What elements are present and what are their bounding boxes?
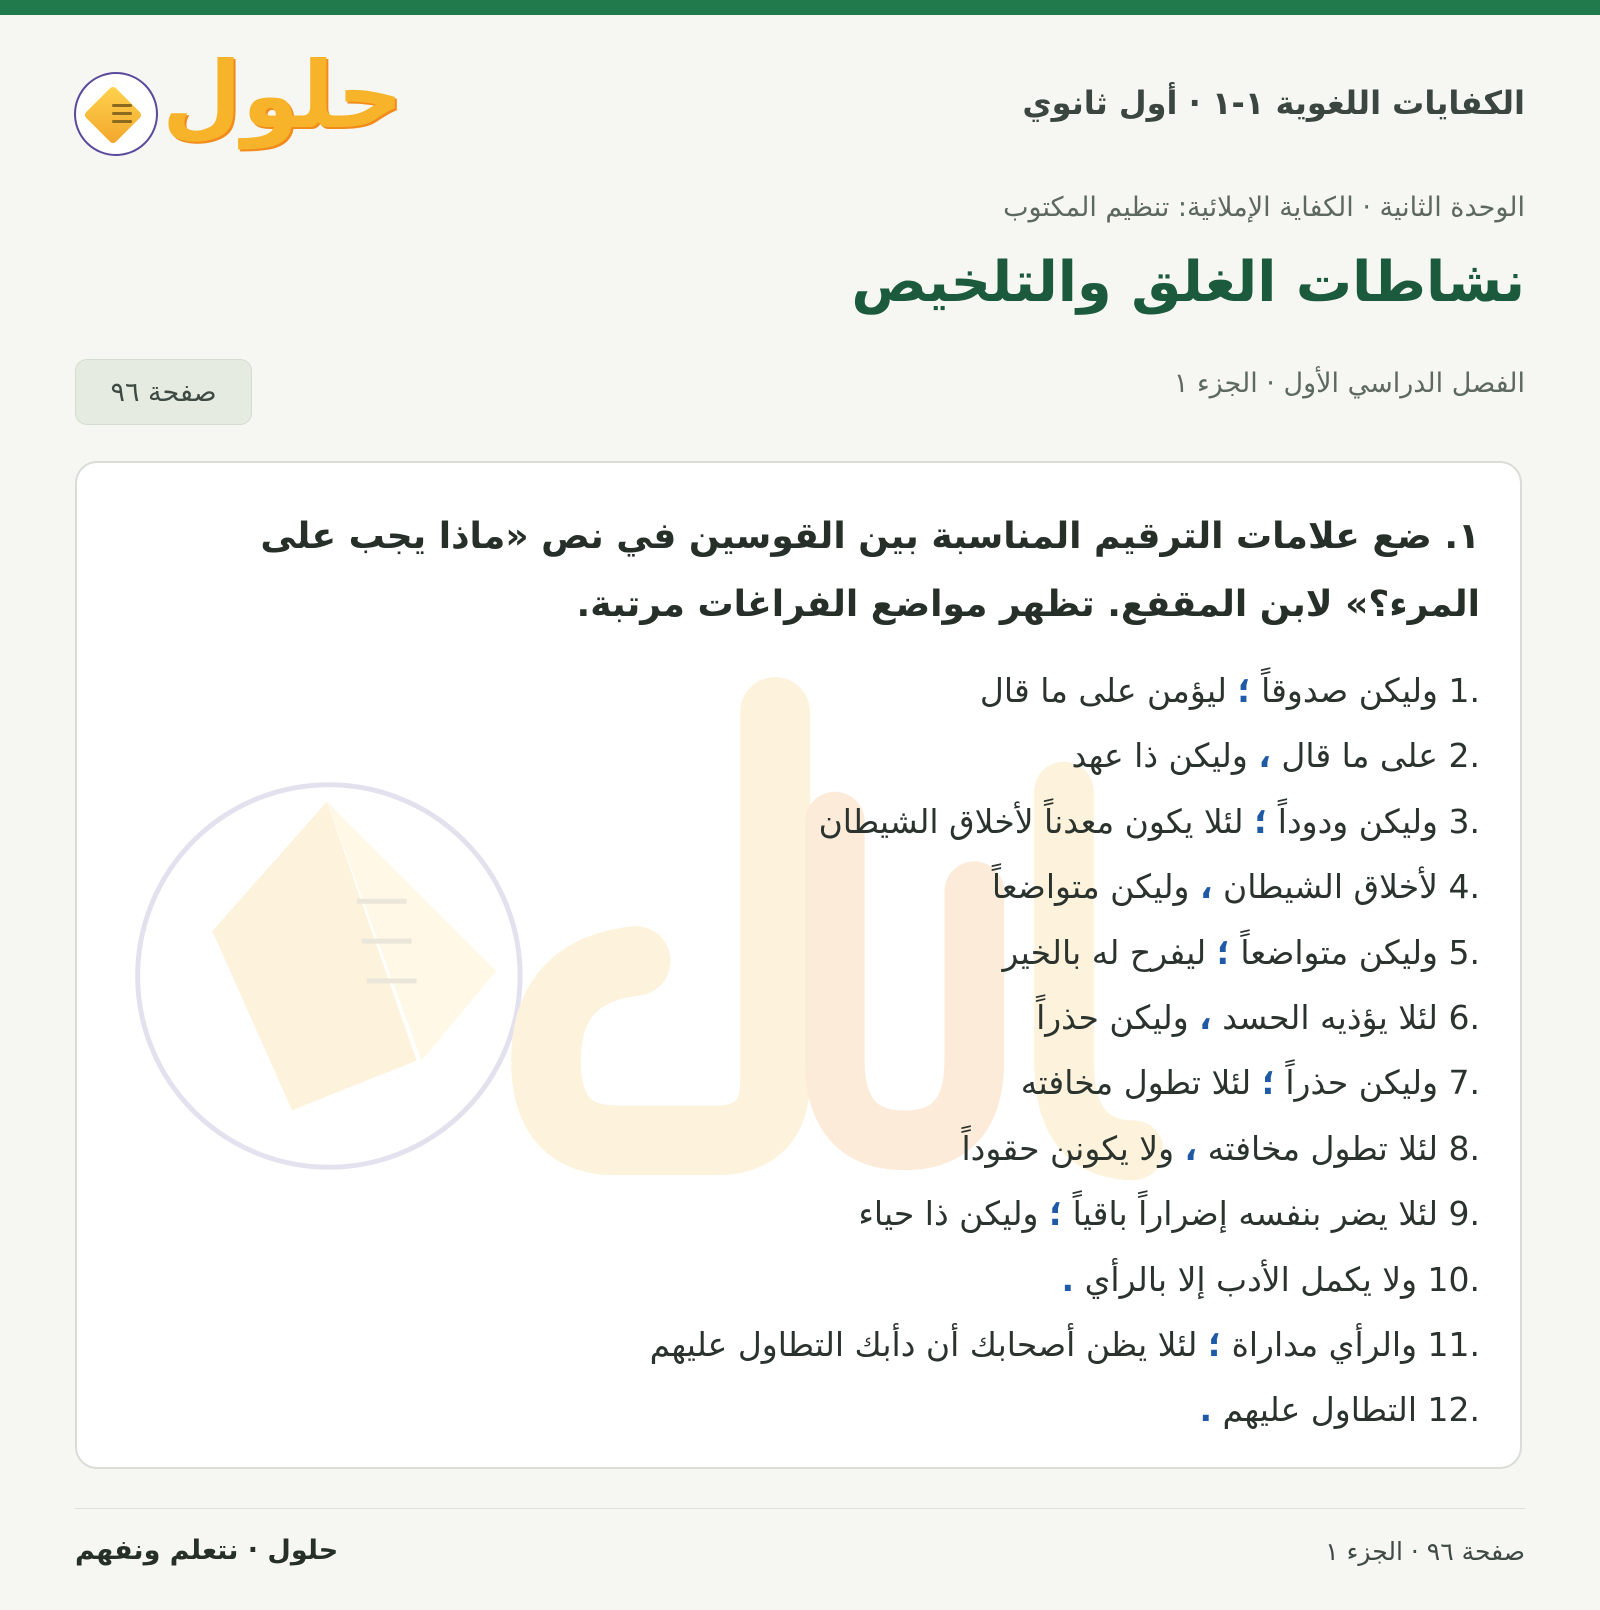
- answer-item: 8. لئلا تطول مخافته ، ولا يكونن حقوداً: [961, 1128, 1480, 1168]
- unit-breadcrumb: الوحدة الثانية · الكفاية الإملائية: تنظيم المكتوب: [1003, 192, 1525, 223]
- punctuation-mark: ؛: [1254, 801, 1268, 841]
- answer-item: 1. وليكن صدوقاً ؛ ليؤمن على ما قال: [979, 671, 1480, 710]
- answer-item: 6. لئلا يؤذيه الحسد ، وليكن حذراً: [1036, 997, 1480, 1037]
- punctuation-mark: .: [1061, 1259, 1075, 1299]
- page-title: نشاطات الغلق والتلخيص: [851, 250, 1525, 315]
- answer-item: 4. لأخلاق الشيطان ، وليكن متواضعاً: [991, 867, 1480, 907]
- punctuation-mark: ،: [1199, 867, 1213, 907]
- site-logo[interactable]: [74, 42, 404, 156]
- answer-item: 2. على ما قال ، وليكن ذا عهد: [1071, 736, 1480, 776]
- punctuation-mark: ؛: [1237, 671, 1251, 710]
- book-icon: [74, 72, 158, 156]
- page-number-badge: صفحة ٩٦: [75, 359, 252, 425]
- punctuation-mark: ،: [1258, 736, 1271, 776]
- answer-item: 5. وليكن متواضعاً ؛ ليفرح له بالخير: [1002, 932, 1480, 972]
- punctuation-mark: ؛: [1048, 1194, 1063, 1234]
- punctuation-mark: ؛: [1216, 932, 1230, 972]
- punctuation-mark: ،: [1199, 997, 1212, 1037]
- question-text: ١. ضع علامات الترقيم المناسبة بين القوسين في نص «ماذا يجب على المرء؟» لابن المقفع. تظهر مواضع الفراغات مرتبة.: [260, 516, 1480, 625]
- question-card: [75, 461, 1522, 1469]
- answer-list: [160, 658, 1480, 1443]
- answer-item: 3. وليكن ودوداً ؛ لئلا يكون معدناً لأخلاق الشيطان: [818, 801, 1480, 841]
- footer-page-info: صفحة ٩٦ · الجزء ١: [1325, 1537, 1525, 1566]
- footer-brand: حلول · نتعلم ونفهم: [75, 1535, 339, 1566]
- top-accent-bar: [0, 0, 1600, 15]
- punctuation-mark: ؛: [1261, 1063, 1275, 1103]
- term-label: الفصل الدراسي الأول · الجزء ١: [1173, 368, 1525, 399]
- answer-item: 9. لئلا يضر بنفسه إضراراً باقياً ؛ وليكن ذا حياء: [858, 1194, 1480, 1234]
- answer-item: 12. التطاول عليهم .: [1199, 1390, 1480, 1430]
- answer-item: 7. وليكن حذراً ؛ لئلا تطول مخافته: [1020, 1063, 1480, 1103]
- punctuation-mark: ؛: [1207, 1324, 1222, 1364]
- punctuation-mark: ،: [1184, 1128, 1198, 1168]
- answer-item: 10. ولا يكمل الأدب إلا بالرأي .: [1061, 1259, 1480, 1299]
- answer-item: 11. والرأي مداراة ؛ لئلا يظن أصحابك أن دأبك التطاول عليهم: [649, 1324, 1480, 1364]
- logo-text: حلول: [162, 42, 404, 149]
- footer-divider: [75, 1508, 1525, 1509]
- subject-title: الكفايات اللغوية ١-١ · أول ثانوي: [1022, 84, 1525, 122]
- punctuation-mark: .: [1199, 1390, 1213, 1430]
